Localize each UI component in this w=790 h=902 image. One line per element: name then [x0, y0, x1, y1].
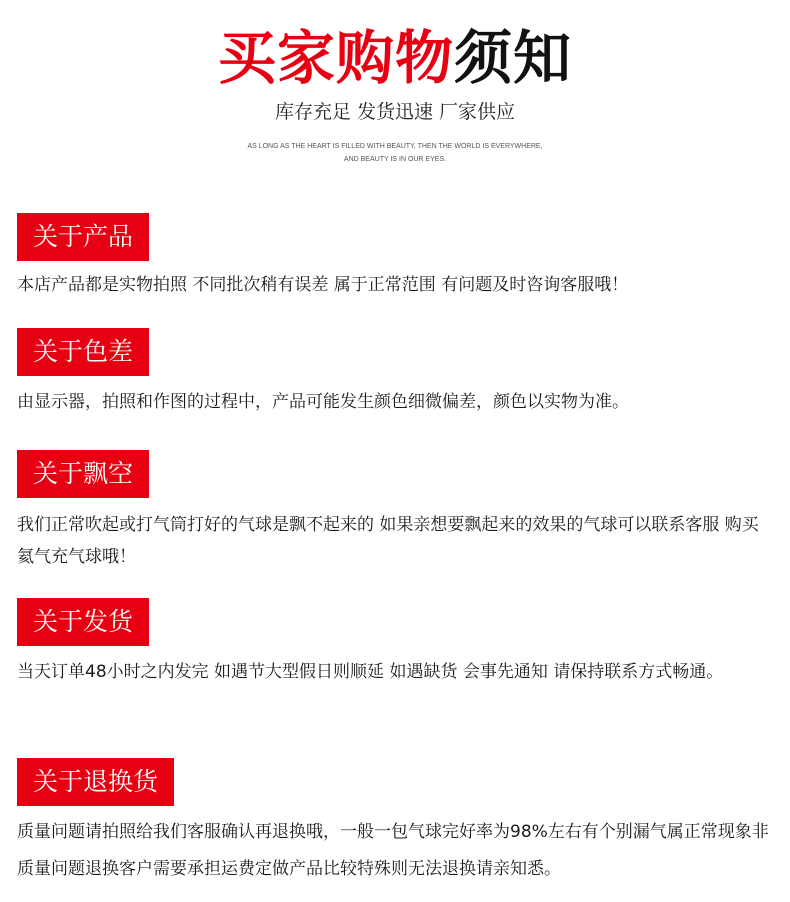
- section-body-floating: 我们正常吹起或打气筒打好的气球是飘不起来的 如果亲想要飘起来的效果的气球可以联系客服 购买氦气充气球哦！: [17, 515, 759, 567]
- section-body-color-difference: 由显示器，拍照和作图的过程中，产品可能发生颜色细微偏差，颜色以实物为准。: [17, 392, 629, 412]
- page-title-red: 买家购物: [217, 24, 454, 92]
- section-heading-color-difference: 关于色差: [17, 328, 149, 376]
- tagline: [0, 140, 790, 166]
- page-title-black: 须知: [454, 24, 573, 92]
- section-heading-returns: 关于退换货: [17, 758, 174, 806]
- tagline-line-1: AS LONG AS THE HEART IS FILLED WITH BEAUTY, THEN THE WORLD IS EVERYWHERE,: [247, 143, 543, 150]
- section-heading-shipping: 关于发货: [17, 598, 149, 646]
- section-body-product: 本店产品都是实物拍照 不同批次稍有误差 属于正常范围 有问题及时咨询客服哦！: [17, 275, 629, 295]
- section-heading-floating: 关于飘空: [17, 450, 149, 498]
- page-subtitle: 库存充足 发货迅速 厂家供应: [274, 101, 516, 123]
- page-title: [0, 20, 790, 96]
- section-body-returns: 质量问题请拍照给我们客服确认再退换哦，一般一包气球完好率为98%左右有个别漏气属正常现象非质量问题退换客户需要承担运费定做产品比较特殊则无法退换请亲知悉。: [17, 822, 769, 879]
- tagline-line-2: AND BEAUTY IS IN OUR EYES.: [343, 156, 447, 163]
- section-body-shipping: 当天订单48小时之内发完 如遇节大型假日则顺延 如遇缺货 会事先通知 请保持联系方式畅通。: [17, 662, 724, 682]
- section-heading-product: 关于产品: [17, 213, 149, 261]
